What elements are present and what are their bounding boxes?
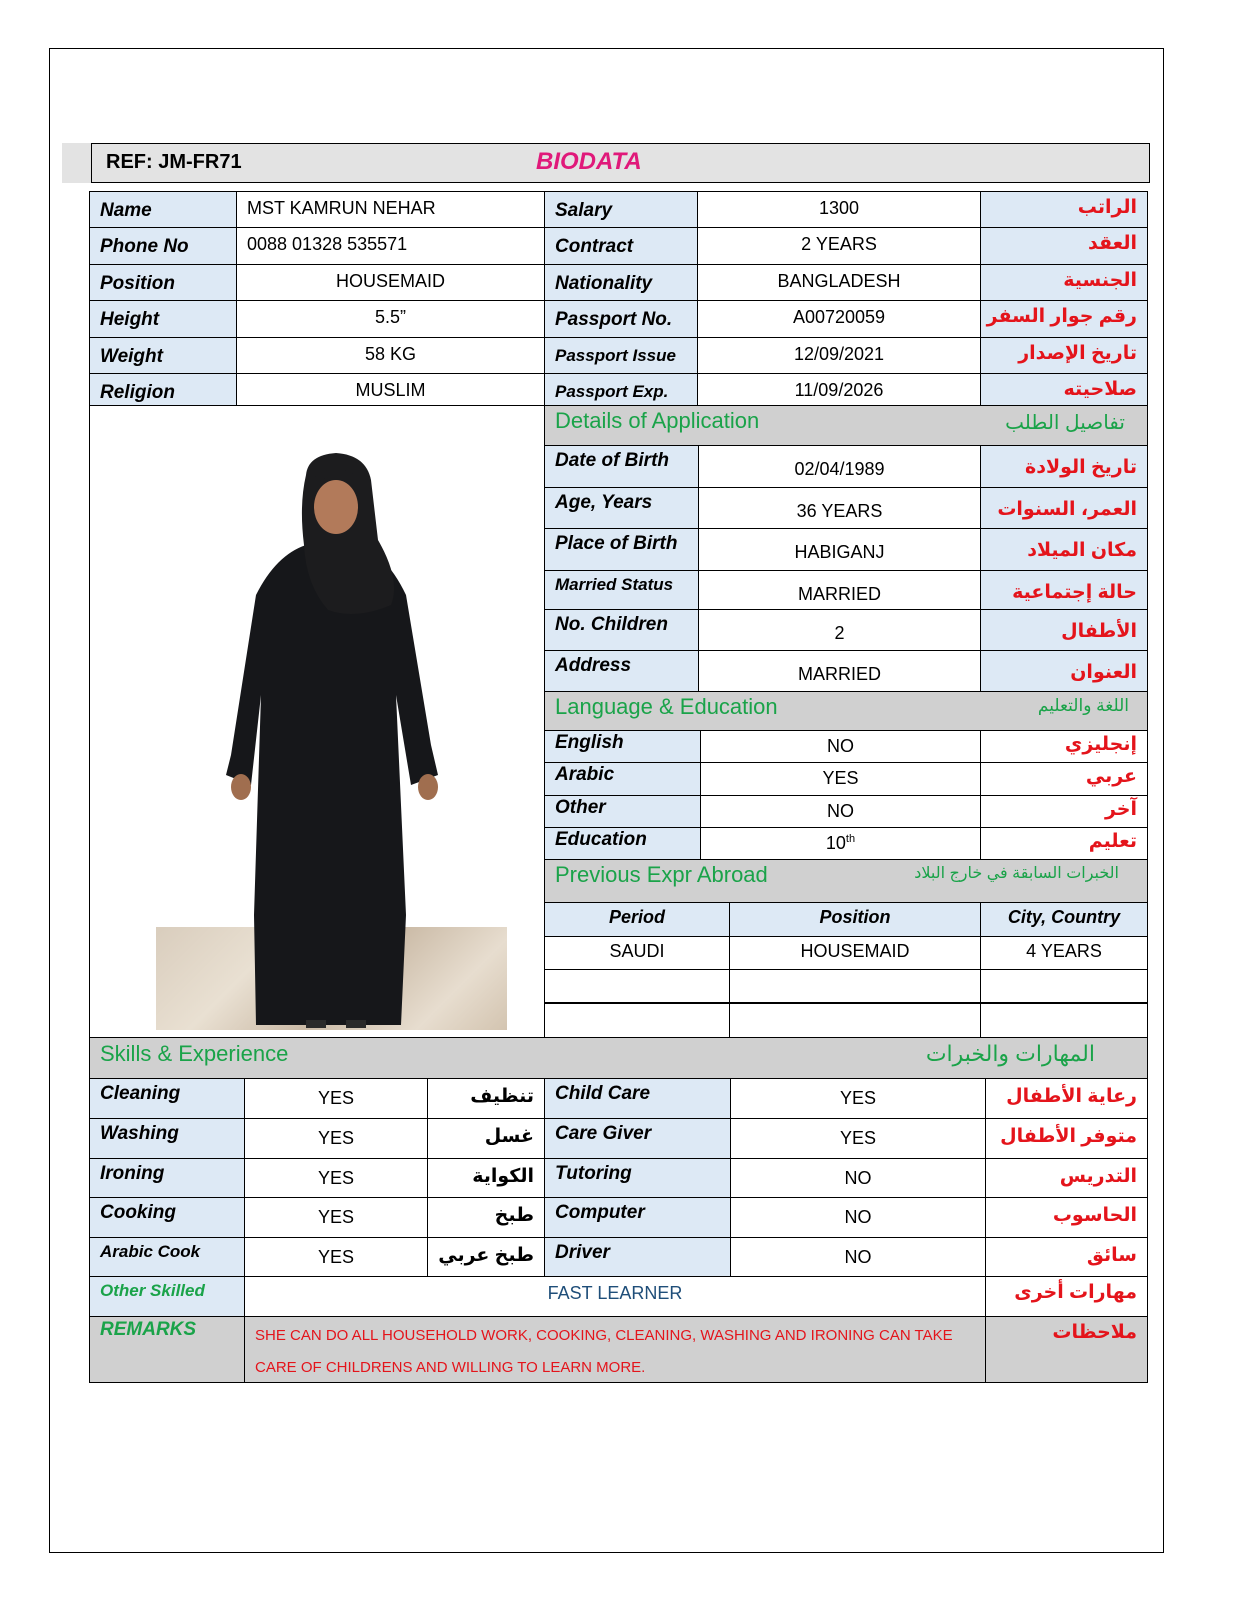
contract-ar-text: الجنسية [1063,270,1137,291]
application-value-text: 36 YEARS [796,501,883,521]
skill-ar-text: متوفر الأطفال [1000,1126,1137,1147]
skill-value [244,1158,428,1199]
language-section-header [544,691,1148,731]
language-value-text: 10 [825,833,846,853]
application-ar-text: العنوان [1070,662,1137,683]
language-label-text: Other [555,797,606,818]
application-label [544,650,699,692]
personal-value-text: MST KAMRUN NEHAR [247,198,436,218]
contract-ar [980,337,1148,374]
other-skilled-value [244,1276,986,1317]
skill-label [89,1158,245,1199]
application-value [698,487,981,529]
skill-ar [985,1158,1148,1199]
contract-ar [980,264,1148,301]
experience-cell [729,1003,981,1038]
skill-ar-text: التدريس [1059,1166,1137,1187]
skill-ar-text: رعاية الأطفال [1006,1086,1137,1107]
contract-ar [980,373,1148,406]
application-ar [980,528,1148,571]
skill-label [89,1118,245,1159]
page-title: BIODATA [536,148,642,175]
application-value-text: 02/04/1989 [794,459,885,479]
right-hand [418,774,438,800]
skill-ar [985,1237,1148,1278]
application-label [544,570,699,610]
application-value [698,445,981,488]
personal-label [89,300,237,338]
personal-value [236,227,545,265]
remarks-ar [985,1316,1148,1383]
contract-value [697,300,981,338]
application-ar [980,445,1148,488]
personal-label [89,191,237,228]
contract-ar-text: الراتب [1077,197,1137,218]
personal-label-text: Height [100,309,160,330]
experience-cell [980,969,1148,1003]
ref-number: REF: JM-FR71 [106,151,242,173]
skill-value-text: NO [844,1247,872,1267]
contract-value [697,191,981,228]
abaya-body [226,545,438,1025]
skill-ar-text: سائق [1086,1245,1137,1266]
contract-ar-text: العقد [1087,233,1137,254]
personal-label [89,227,237,265]
contract-label [544,373,698,406]
remarks-ar-text: ملاحظات [1052,1322,1137,1343]
experience-cell-text: 4 YEARS [1026,941,1102,961]
language-ar-text: إنجليزي [1064,734,1137,755]
skill-ar [427,1158,545,1199]
contract-ar [980,300,1148,338]
contract-value [697,264,981,301]
language-value-text: NO [827,801,854,821]
skill-label-text: Tutoring [555,1163,632,1184]
application-ar [980,570,1148,610]
application-label-text: Date of Birth [555,450,669,471]
skill-value [244,1197,428,1238]
other-skilled-ar [985,1276,1148,1317]
experience-header [980,902,1148,937]
experience-cell [544,936,730,970]
language-value [700,795,981,829]
skill-ar [427,1118,545,1159]
experience-header [544,902,730,937]
personal-value-text: 58 KG [364,344,417,364]
skill-ar-text: الحاسوب [1052,1205,1137,1226]
experience-cell [729,936,981,970]
application-ar-text: العمر، السنوات [997,499,1137,520]
skill-label [544,1197,731,1238]
experience-cell [980,1003,1148,1038]
application-ar-text: تاريخ الولادة [1025,457,1137,478]
experience-header-text: Position [819,907,891,927]
application-label-text: No. Children [555,614,668,635]
contract-label-text: Nationality [555,273,653,294]
application-value-text: HABIGANJ [794,542,885,562]
application-value [698,570,981,610]
skill-ar [985,1078,1148,1119]
experience-header-text: Period [608,907,665,927]
application-value-text: MARRIED [797,664,881,684]
skill-ar [427,1197,545,1238]
skill-label [544,1118,731,1159]
other-skilled-value-text: FAST LEARNER [547,1283,683,1303]
language-ar [980,795,1148,829]
skill-label-text: Washing [100,1123,179,1144]
skill-label-text: Cooking [100,1202,176,1223]
experience-cell-text: SAUDI [609,941,665,961]
skill-value-text: NO [844,1207,872,1227]
skill-label-text: Ironing [100,1163,165,1184]
language-label [544,795,701,829]
personal-value [236,373,545,406]
application-label-text: Married Status [555,575,674,594]
application-ar [980,650,1148,692]
left-hand [231,774,251,800]
remarks-label [89,1316,245,1383]
language-title: Language & Education [555,694,778,719]
remarks-line-1: SHE CAN DO ALL HOUSEHOLD WORK, COOKING, CLEANING, WASHING AND IRONING CAN TAKE [255,1327,953,1344]
skill-label [544,1078,731,1119]
skill-label-text: Care Giver [555,1123,652,1144]
application-ar-text: حالة إجتماعية [1012,582,1137,603]
skill-value-text: YES [839,1128,877,1148]
skill-value [244,1237,428,1278]
language-ar-text: عربي [1085,766,1137,787]
application-label [544,487,699,529]
language-value [700,762,981,796]
personal-label-text: Weight [100,346,163,367]
skill-label-text: Driver [555,1242,610,1263]
remarks-label-text: REMARKS [100,1319,197,1340]
application-label [544,609,699,651]
application-ar [980,487,1148,529]
language-value [700,730,981,764]
remarks-line-2: CARE OF CHILDRENS AND WILLING TO LEARN MORE. [255,1359,646,1376]
experience-cell [980,936,1148,970]
contract-value-text: 11/09/2026 [794,380,884,400]
personal-value-text: 5.5” [374,307,407,327]
skill-ar-text: تنظيف [470,1086,534,1107]
personal-label [89,337,237,374]
skill-value [730,1118,986,1159]
contract-value [697,227,981,265]
skills-title-ar: المهارات والخبرات [925,1041,1095,1066]
application-label [544,445,699,488]
personal-value [236,337,545,374]
application-label-text: Age, Years [555,492,653,513]
right-foot [346,1020,366,1028]
application-label [544,528,699,571]
personal-value-text: HOUSEMAID [335,271,445,291]
personal-value [236,300,545,338]
language-value [700,827,981,860]
contract-label-text: Passport Issue [555,346,676,365]
experience-section-header [544,859,1148,903]
language-label-text: Education [555,829,647,850]
skill-ar-text: طبخ [494,1205,534,1226]
contract-value-text: 1300 [818,198,860,218]
skill-label-text: Computer [555,1202,645,1223]
contract-label-text: Salary [555,200,613,221]
skill-ar [985,1118,1148,1159]
language-label [544,762,701,796]
application-ar [980,609,1148,651]
skill-value [244,1118,428,1159]
experience-title: Previous Expr Abroad [555,862,768,887]
experience-cell [729,969,981,1003]
contract-label [544,191,698,228]
skill-label [544,1158,731,1199]
language-ar-text: آخر [1104,799,1137,820]
contract-ar-text: رقم جوار السفر [986,306,1137,327]
application-label-text: Place of Birth [555,533,678,554]
skill-value [730,1237,986,1278]
left-foot [306,1020,326,1028]
language-ar [980,827,1148,860]
skill-value [730,1197,986,1238]
language-value-text: YES [822,768,859,788]
language-ar [980,762,1148,796]
application-ar-text: الأطفال [1061,621,1137,642]
contract-label-text: Passport No. [555,309,673,330]
skill-ar-text: غسل [484,1126,534,1147]
experience-title-ar: الخبرات السابقة في خارج البلاد [914,865,1119,882]
skill-value-text: NO [844,1168,872,1188]
skill-ar-text: طبخ عربي [438,1245,534,1266]
application-ar-text: مكان الميلاد [1027,540,1137,561]
personal-label-text: Name [100,200,152,221]
application-label-text: Address [555,655,632,676]
skill-label-text: Cleaning [100,1083,181,1104]
contract-ar [980,227,1148,265]
personal-label-text: Position [100,273,175,294]
skill-label-text: Arabic Cook [100,1242,201,1261]
application-value [698,528,981,571]
contract-value-text: A00720059 [792,307,886,327]
contract-ar [980,191,1148,228]
language-label-text: Arabic [555,764,615,785]
skill-value [244,1078,428,1119]
personal-value-text: 0088 01328 535571 [247,234,408,254]
other-skilled-ar-text: مهارات أخرى [1014,1282,1137,1303]
skill-value-text: YES [317,1088,355,1108]
contract-value-text: 12/09/2021 [793,344,885,364]
skill-value [730,1078,986,1119]
contract-label-text: Contract [555,236,634,257]
personal-label-text: Religion [100,382,175,403]
other-skilled-label [89,1276,245,1317]
language-ar [980,730,1148,764]
contract-value [697,373,981,406]
skill-label [544,1237,731,1278]
application-value [698,650,981,692]
application-value-text: MARRIED [797,584,881,604]
language-label-text: English [555,732,624,753]
contract-ar-text: صلاحيته [1063,379,1137,400]
personal-value [236,264,545,301]
contract-value-text: BANGLADESH [777,271,901,291]
skill-value [730,1158,986,1199]
language-ar-text: تعليم [1088,831,1137,852]
skill-label [89,1237,245,1278]
face [314,480,358,534]
skills-section-header [89,1037,1148,1079]
experience-cell [544,1003,730,1038]
skill-value-text: YES [317,1207,355,1227]
contract-label [544,300,698,338]
language-label [544,730,701,764]
skill-label [89,1197,245,1238]
skill-ar [427,1237,545,1278]
skill-label-text: Child Care [555,1083,651,1104]
application-section-header [544,405,1148,446]
skill-value-text: YES [317,1128,355,1148]
education-superscript: th [845,833,856,845]
application-value-text: 2 [834,623,845,643]
other-skilled-label-text: Other Skilled [100,1281,205,1300]
contract-value [697,337,981,374]
skill-ar [985,1197,1148,1238]
application-title-ar: تفاصيل الطلب [1005,412,1125,434]
application-value [698,609,981,651]
personal-value-text: MUSLIM [355,380,426,400]
personal-label [89,373,237,406]
experience-cell [544,969,730,1003]
skill-value-text: YES [317,1168,355,1188]
skill-value-text: YES [317,1247,355,1267]
language-label [544,827,701,860]
language-title-ar: اللغة والتعليم [1037,696,1129,715]
contract-label [544,264,698,301]
experience-cell-text: HOUSEMAID [800,941,910,961]
personal-label-text: Phone No [100,236,189,257]
personal-value [236,191,545,228]
experience-header-text: City, Country [1007,907,1121,927]
skills-title: Skills & Experience [100,1041,289,1066]
skill-ar-text: الكواية [472,1166,534,1187]
contract-ar-text: تاريخ الإصدار [1018,343,1137,364]
skill-value-text: YES [839,1088,877,1108]
contract-label [544,227,698,265]
language-value-text: NO [827,736,854,756]
remarks-value [244,1316,986,1383]
skill-ar [427,1078,545,1119]
skill-label [89,1078,245,1119]
candidate-photo [156,445,507,1035]
contract-label-text: Passport Exp. [555,382,669,401]
personal-label [89,264,237,301]
contract-value-text: 2 YEARS [801,234,877,254]
contract-label [544,337,698,374]
experience-header [729,902,981,937]
application-title: Details of Application [555,408,760,433]
